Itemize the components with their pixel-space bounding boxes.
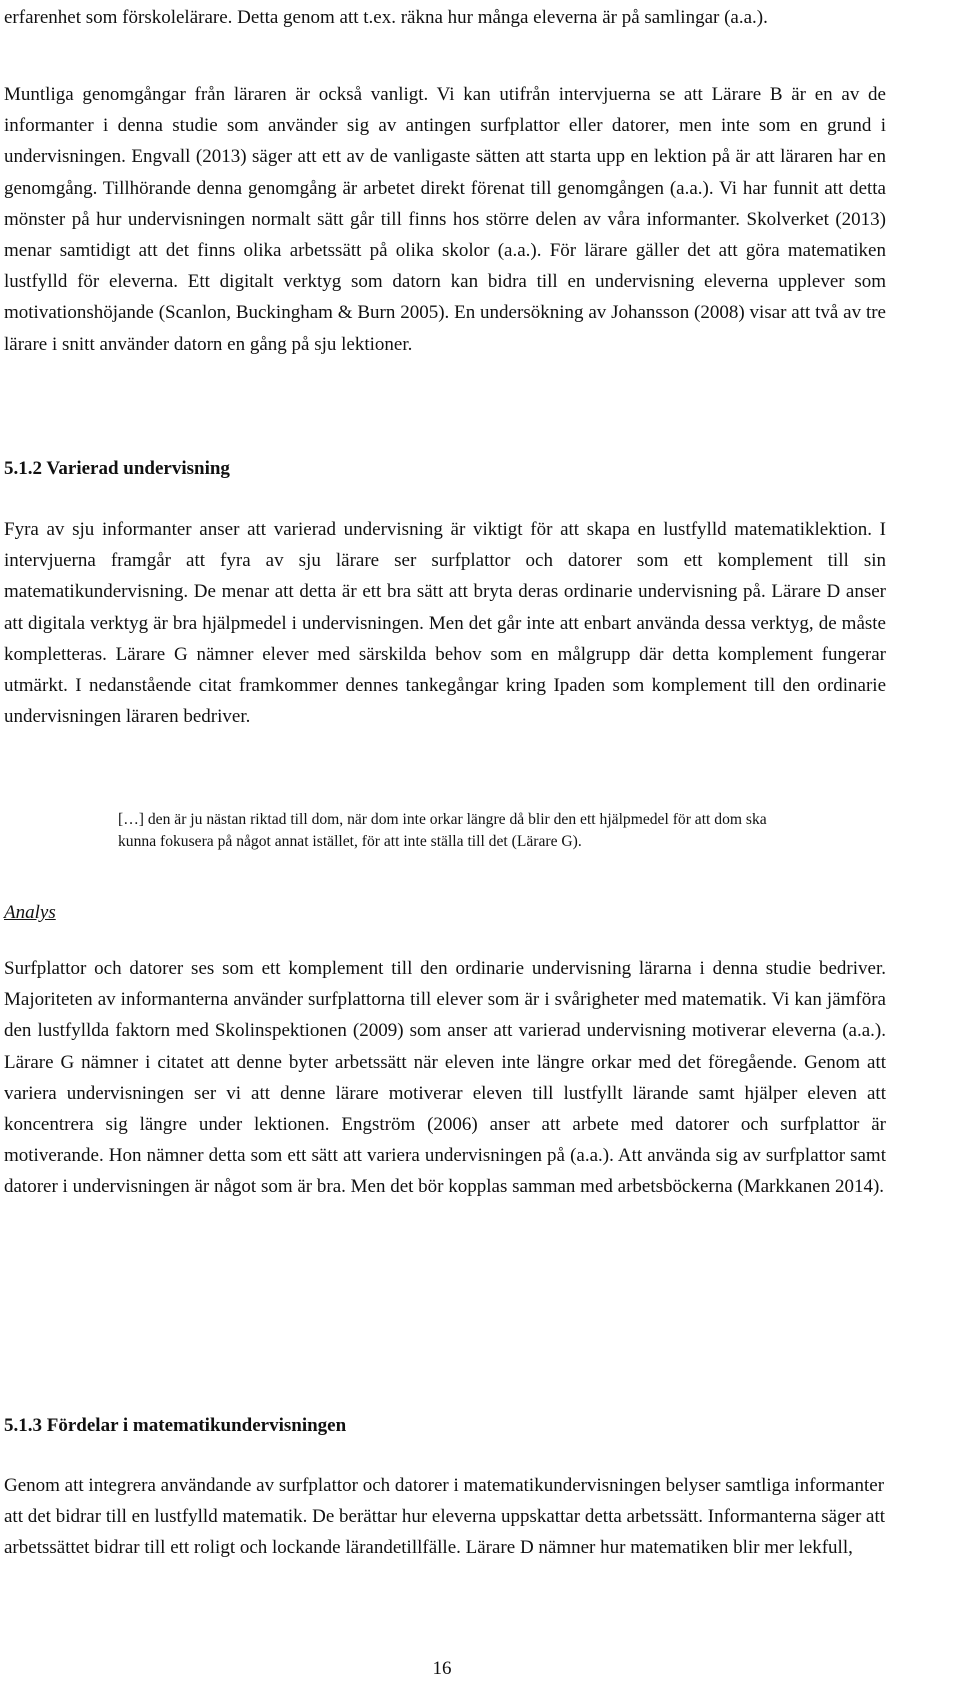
section-heading-varierad-undervisning: 5.1.2 Varierad undervisning [4, 458, 230, 479]
paragraph-varierad-undervisning: Fyra av sju informanter anser att varierad undervisning är viktigt för att skapa en lustfylld matematiklektion. I intervjuerna framgår att fyra av sju lärare ser surfplattor och datorer som ett komplement till sin matematikundervisning. De menar att detta är ett bra sätt att bryta deras ordinarie undervisning på. Lärare D anser att digitala verktyg är bra hjälpmedel i undervisningen. Men det går inte att enbart använda dessa verktyg, de måste kompletteras. Lärare G nämner elever med särskilda behov som en målgrupp där detta komplement fungerar utmärkt. I nedanstående citat framkommer dennes tankegångar kring Ipaden som komplement till den ordinarie undervisningen läraren bedriver. [4, 519, 886, 728]
paragraph-genomgangar: Muntliga genomgångar från läraren är också vanligt. Vi kan utifrån intervjuerna se att Lärare B är en av de informanter i denna studie som använder sig av antingen surfplattor eller datorer, men inte som en grund i undervisningen. Engvall (2013) säger att ett av de vanligaste sätten att starta upp en lektion på är att läraren har en genomgång. Tillhörande denna genomgång är arbetet direkt förenat till genomgången (a.a.). Vi har funnit att detta mönster på hur undervisningen normalt sätt går till finns hos större delen av våra informanter. Skolverket (2013) menar samtidigt att det finns olika arbetssätt på olika skolor (a.a.). För lärare gäller det att göra matematiken lustfylld för eleverna. Ett digitalt verktyg som datorn kan bidra till en undervisning eleverna upplever som motivationshöjande (Scanlon, Buckingham & Burn 2005). En undersökning av Johansson (2008) visar att två av tre lärare i snitt använder datorn en gång på sju lektioner. [4, 84, 886, 355]
page-number: 16 [432, 1658, 452, 1679]
paragraph-intro: erfarenhet som förskolelärare. Detta genom att t.ex. räkna hur många eleverna är på samlingar (a.a.). [4, 7, 768, 28]
section-heading-fordelar: 5.1.3 Fördelar i matematikundervisningen [4, 1415, 347, 1436]
paragraph-fordelar: Genom att integrera användande av surfplattor och datorer i matematikundervisningen belyser samtliga informanter att det bidrar till en lustfylld matematik. De berättar hur eleverna uppskattar detta arbetssätt. Informanterna säger att arbetssättet bidrar till ett roligt och lockande lärandetillfälle. Lärare D nämner hur matematiken blir mer lekfull, [4, 1475, 886, 1559]
paragraph-analys: Surfplattor och datorer ses som ett komplement till den ordinarie undervisning lärarna i denna studie bedriver. Majoriteten av informanterna använder surfplattorna till elever som är i svårigheter med matematik. Vi kan jämföra den lustfyllda faktorn med Skolinspektionen (2009) som anser att varierad undervisning motiverar eleverna (a.a.). Lärare G nämner i citatet att denne byter arbetssätt när eleven inte längre orkar med det föregående. Genom att variera undervisningen ser vi att denne lärare motiverar eleven till lustfyllt lärande samt hjälper eleven att koncentrera sig längre under lektionen. Engström (2006) anser att arbete med datorer och surfplattor är motiverande. Hon nämner detta som ett sätt att variera undervisningen på (a.a.). Att använda sig av surfplattor samt datorer i undervisningen är något som är bra. Men det bör kopplas samman med arbetsböckerna (Markkanen 2014). [4, 958, 886, 1198]
block-quote: […] den är ju nästan riktad till dom, när dom inte orkar längre då blir den ett hjälpmedel för att dom ska kunna fokusera på något annat istället, för att inte ställa till det (Lärare G). [118, 811, 767, 850]
analysis-label: Analys [4, 902, 56, 923]
